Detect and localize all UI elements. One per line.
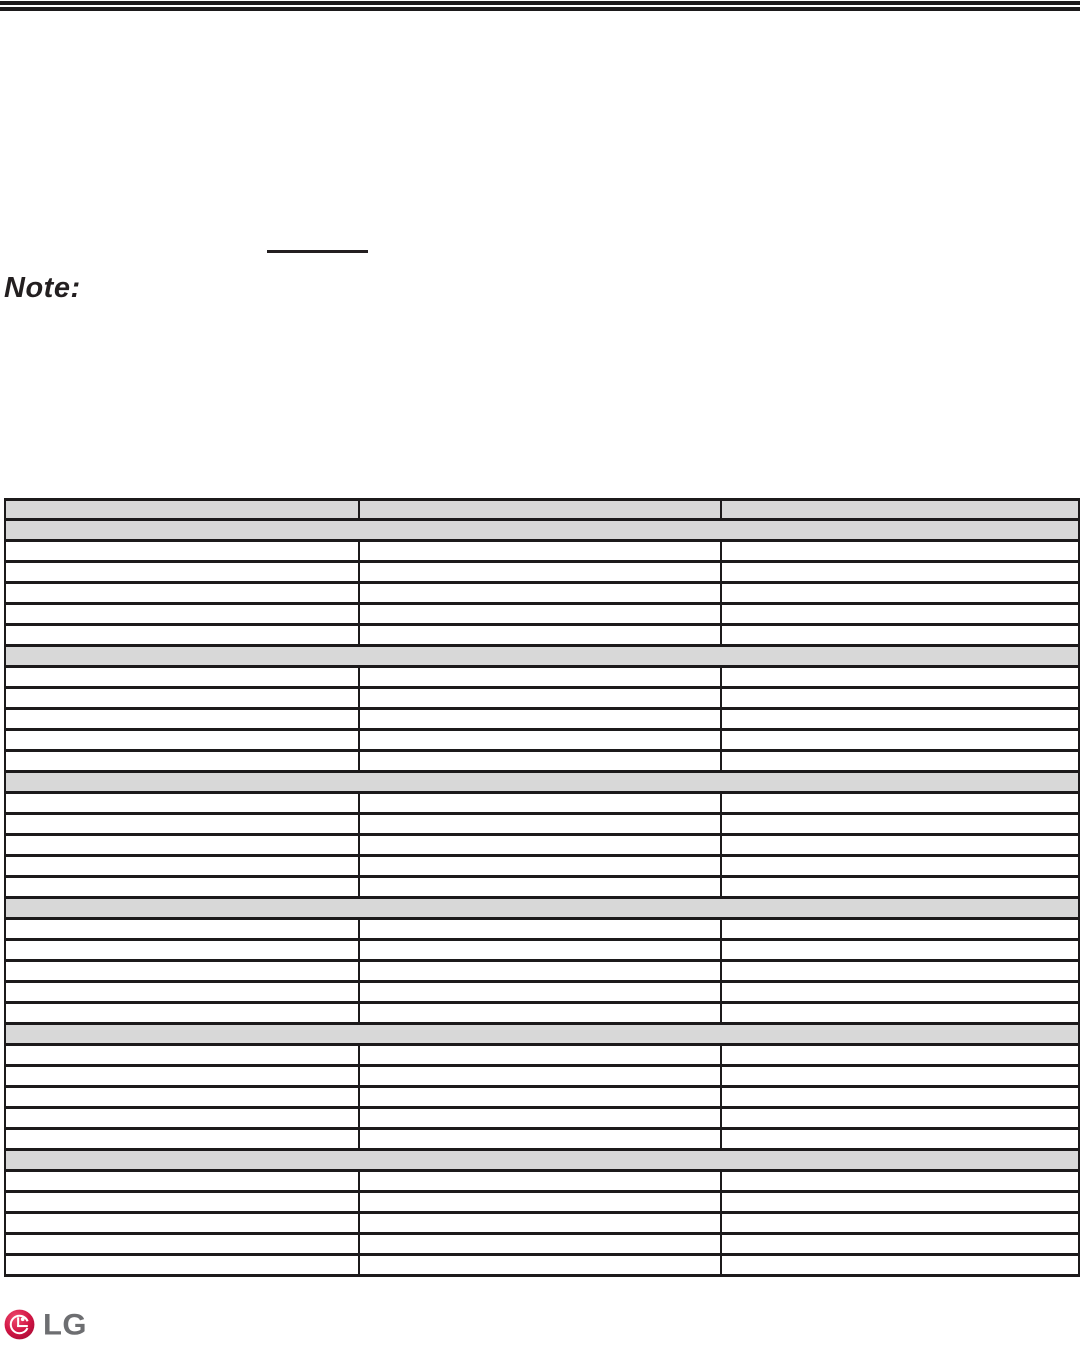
table-cell bbox=[359, 877, 721, 898]
table-row bbox=[5, 919, 1079, 940]
table-cell bbox=[359, 562, 721, 583]
table-header-cell bbox=[5, 500, 359, 520]
table-cell bbox=[721, 541, 1079, 562]
table-cell bbox=[359, 814, 721, 835]
table-header-cell bbox=[721, 500, 1079, 520]
table-cell bbox=[721, 1192, 1079, 1213]
section-band-row bbox=[5, 1024, 1079, 1045]
table-cell bbox=[721, 1045, 1079, 1066]
table-cell bbox=[5, 1255, 359, 1276]
table-cell bbox=[721, 562, 1079, 583]
table-cell bbox=[5, 940, 359, 961]
table-cell bbox=[5, 688, 359, 709]
table-row bbox=[5, 667, 1079, 688]
table-row bbox=[5, 1003, 1079, 1024]
specification-table bbox=[4, 498, 1080, 1277]
table-cell bbox=[721, 730, 1079, 751]
table-row bbox=[5, 1108, 1079, 1129]
table-cell bbox=[359, 1129, 721, 1150]
table-row bbox=[5, 1087, 1079, 1108]
table-cell bbox=[5, 793, 359, 814]
table-cell bbox=[721, 1171, 1079, 1192]
section-band-title bbox=[5, 1150, 1079, 1171]
table-cell bbox=[5, 1129, 359, 1150]
table-cell bbox=[5, 667, 359, 688]
top-rule-secondary bbox=[0, 7, 1080, 11]
table-cell bbox=[721, 625, 1079, 646]
section-band-row bbox=[5, 520, 1079, 541]
table-cell bbox=[721, 793, 1079, 814]
table-cell bbox=[5, 541, 359, 562]
table-cell bbox=[5, 982, 359, 1003]
table-cell bbox=[721, 940, 1079, 961]
lg-logo-wordmark: LG bbox=[43, 1307, 88, 1342]
table-row bbox=[5, 751, 1079, 772]
table-cell bbox=[5, 961, 359, 982]
table-cell bbox=[721, 1066, 1079, 1087]
table-cell bbox=[721, 961, 1079, 982]
table-cell bbox=[359, 1192, 721, 1213]
table-row bbox=[5, 1234, 1079, 1255]
table-cell bbox=[5, 814, 359, 835]
table-row bbox=[5, 1045, 1079, 1066]
table-cell bbox=[721, 751, 1079, 772]
table-cell bbox=[359, 730, 721, 751]
table-cell bbox=[359, 1234, 721, 1255]
table-cell bbox=[721, 688, 1079, 709]
section-band-title bbox=[5, 1024, 1079, 1045]
table-cell bbox=[5, 856, 359, 877]
table-cell bbox=[359, 1003, 721, 1024]
table-cell bbox=[721, 982, 1079, 1003]
table-cell bbox=[5, 730, 359, 751]
table-cell bbox=[721, 814, 1079, 835]
section-band-row bbox=[5, 772, 1079, 793]
table-cell bbox=[359, 961, 721, 982]
table-cell bbox=[721, 1129, 1079, 1150]
table-cell bbox=[721, 1108, 1079, 1129]
table-cell bbox=[5, 625, 359, 646]
table-cell bbox=[5, 1003, 359, 1024]
table-row bbox=[5, 793, 1079, 814]
table-cell bbox=[359, 1045, 721, 1066]
table-cell bbox=[359, 688, 721, 709]
table-cell bbox=[721, 919, 1079, 940]
table-cell bbox=[359, 667, 721, 688]
table-cell bbox=[721, 583, 1079, 604]
table-row bbox=[5, 1255, 1079, 1276]
table-row bbox=[5, 541, 1079, 562]
section-band-title bbox=[5, 520, 1079, 541]
section-band-row bbox=[5, 898, 1079, 919]
table-cell bbox=[5, 709, 359, 730]
table-cell bbox=[359, 1255, 721, 1276]
table-row bbox=[5, 1213, 1079, 1234]
table-cell bbox=[721, 1255, 1079, 1276]
specification-table-container bbox=[4, 498, 1078, 1277]
table-cell bbox=[5, 1045, 359, 1066]
table-cell bbox=[721, 604, 1079, 625]
table-cell bbox=[359, 835, 721, 856]
table-cell bbox=[359, 1213, 721, 1234]
table-row bbox=[5, 856, 1079, 877]
table-cell bbox=[359, 793, 721, 814]
table-cell bbox=[359, 1066, 721, 1087]
table-cell bbox=[359, 940, 721, 961]
table-cell bbox=[5, 1234, 359, 1255]
table-cell bbox=[5, 562, 359, 583]
table-cell bbox=[359, 751, 721, 772]
table-cell bbox=[721, 1087, 1079, 1108]
table-cell bbox=[5, 604, 359, 625]
table-row bbox=[5, 1066, 1079, 1087]
table-row bbox=[5, 583, 1079, 604]
section-band-title bbox=[5, 646, 1079, 667]
table-cell bbox=[359, 1108, 721, 1129]
table-row bbox=[5, 604, 1079, 625]
table-cell bbox=[5, 1213, 359, 1234]
table-cell bbox=[5, 1087, 359, 1108]
lg-symbol-icon bbox=[4, 1309, 35, 1340]
table-cell bbox=[721, 1234, 1079, 1255]
section-band-title bbox=[5, 772, 1079, 793]
table-row bbox=[5, 1129, 1079, 1150]
table-cell bbox=[5, 1192, 359, 1213]
table-cell bbox=[5, 919, 359, 940]
table-cell bbox=[721, 667, 1079, 688]
table-cell bbox=[5, 751, 359, 772]
table-cell bbox=[721, 877, 1079, 898]
table-row bbox=[5, 1192, 1079, 1213]
table-row bbox=[5, 877, 1079, 898]
table-cell bbox=[359, 919, 721, 940]
table-row bbox=[5, 961, 1079, 982]
table-cell bbox=[721, 709, 1079, 730]
section-band-title bbox=[5, 898, 1079, 919]
table-cell bbox=[359, 1171, 721, 1192]
table-cell bbox=[721, 1003, 1079, 1024]
table-row bbox=[5, 1171, 1079, 1192]
table-cell bbox=[5, 835, 359, 856]
table-row bbox=[5, 814, 1079, 835]
table-header-row bbox=[5, 500, 1079, 520]
table-row bbox=[5, 709, 1079, 730]
table-cell bbox=[359, 856, 721, 877]
table-cell bbox=[5, 1066, 359, 1087]
table-row bbox=[5, 982, 1079, 1003]
section-band-row bbox=[5, 1150, 1079, 1171]
table-cell bbox=[359, 1087, 721, 1108]
table-cell bbox=[359, 541, 721, 562]
table-cell bbox=[359, 625, 721, 646]
table-cell bbox=[5, 1108, 359, 1129]
table-cell bbox=[721, 856, 1079, 877]
table-row bbox=[5, 688, 1079, 709]
table-cell bbox=[5, 1171, 359, 1192]
table-row bbox=[5, 835, 1079, 856]
table-cell bbox=[359, 583, 721, 604]
table-cell bbox=[721, 1213, 1079, 1234]
table-cell bbox=[359, 709, 721, 730]
note-label: Note: bbox=[4, 272, 81, 304]
table-cell bbox=[359, 982, 721, 1003]
table-row bbox=[5, 625, 1079, 646]
table-row bbox=[5, 730, 1079, 751]
lg-logo bbox=[4, 1309, 87, 1340]
table-cell bbox=[359, 604, 721, 625]
section-band-row bbox=[5, 646, 1079, 667]
table-row bbox=[5, 940, 1079, 961]
table-cell bbox=[721, 835, 1079, 856]
blank-fill-in-underline bbox=[267, 250, 368, 253]
table-row bbox=[5, 562, 1079, 583]
table-cell bbox=[5, 583, 359, 604]
table-header-cell bbox=[359, 500, 721, 520]
table-cell bbox=[5, 877, 359, 898]
top-rule-primary bbox=[0, 1, 1080, 5]
